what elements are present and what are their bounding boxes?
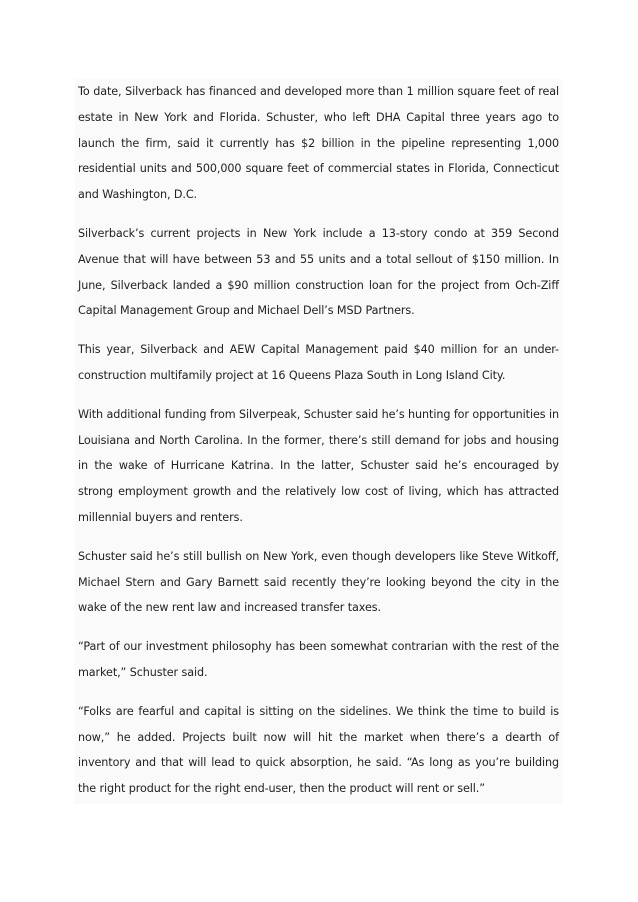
paragraph-5: Schuster said he’s still bullish on New York, even though developers like Steve Witkoff, Michael Stern and Gary Barnett said recently they’re looking beyond the city in the wake of the new rent law and increased transfer taxes. xyxy=(78,549,559,615)
paragraph-7: “Folks are fearful and capital is sitting on the sidelines. We think the time to build is now,” he added. Projects built now will hit the market when there’s a dearth of inventory and that will lead to quick absorption, he said. “As long as you’re building the right product for the right end-user, then the product will rent or sell.” xyxy=(78,704,559,796)
paragraph-3: This year, Silverback and AEW Capital Management paid $40 million for an under-construction multifamily project at 16 Queens Plaza South in Long Island City. xyxy=(78,343,559,382)
paragraph-1: To date, Silverback has financed and developed more than 1 million square feet of real estate in New York and Florida. Schuster, who left DHA Capital three years ago to launch the firm, said it currently has $2 billion in the pipeline representing 1,000 residential units and 500,000 square feet of commercial states in Florida, Connecticut and Washington, D.C. xyxy=(78,85,559,202)
paragraph-6: “Part of our investment philosophy has been somewhat contrarian with the rest of the market,” Schuster said. xyxy=(78,640,559,679)
paragraph-4: With additional funding from Silverpeak, Schuster said he’s hunting for opportunities in Louisiana and North Carolina. In the former, there’s still demand for jobs and housing in the wake of Hurricane Katrina. In the latter, Schuster said he’s encouraged by strong employment growth and the relatively low cost of living, which has attracted millennial buyers and renters. xyxy=(78,407,559,524)
paragraph-2: Silverback’s current projects in New York include a 13-story condo at 359 Second Avenue that will have between 53 and 55 units and a total sellout of $150 million. In June, Silverback landed a $90 million construction loan for the project from Och-Ziff Capital Management Group and Michael Dell’s MSD Partners. xyxy=(78,226,559,318)
article-body xyxy=(75,79,563,804)
